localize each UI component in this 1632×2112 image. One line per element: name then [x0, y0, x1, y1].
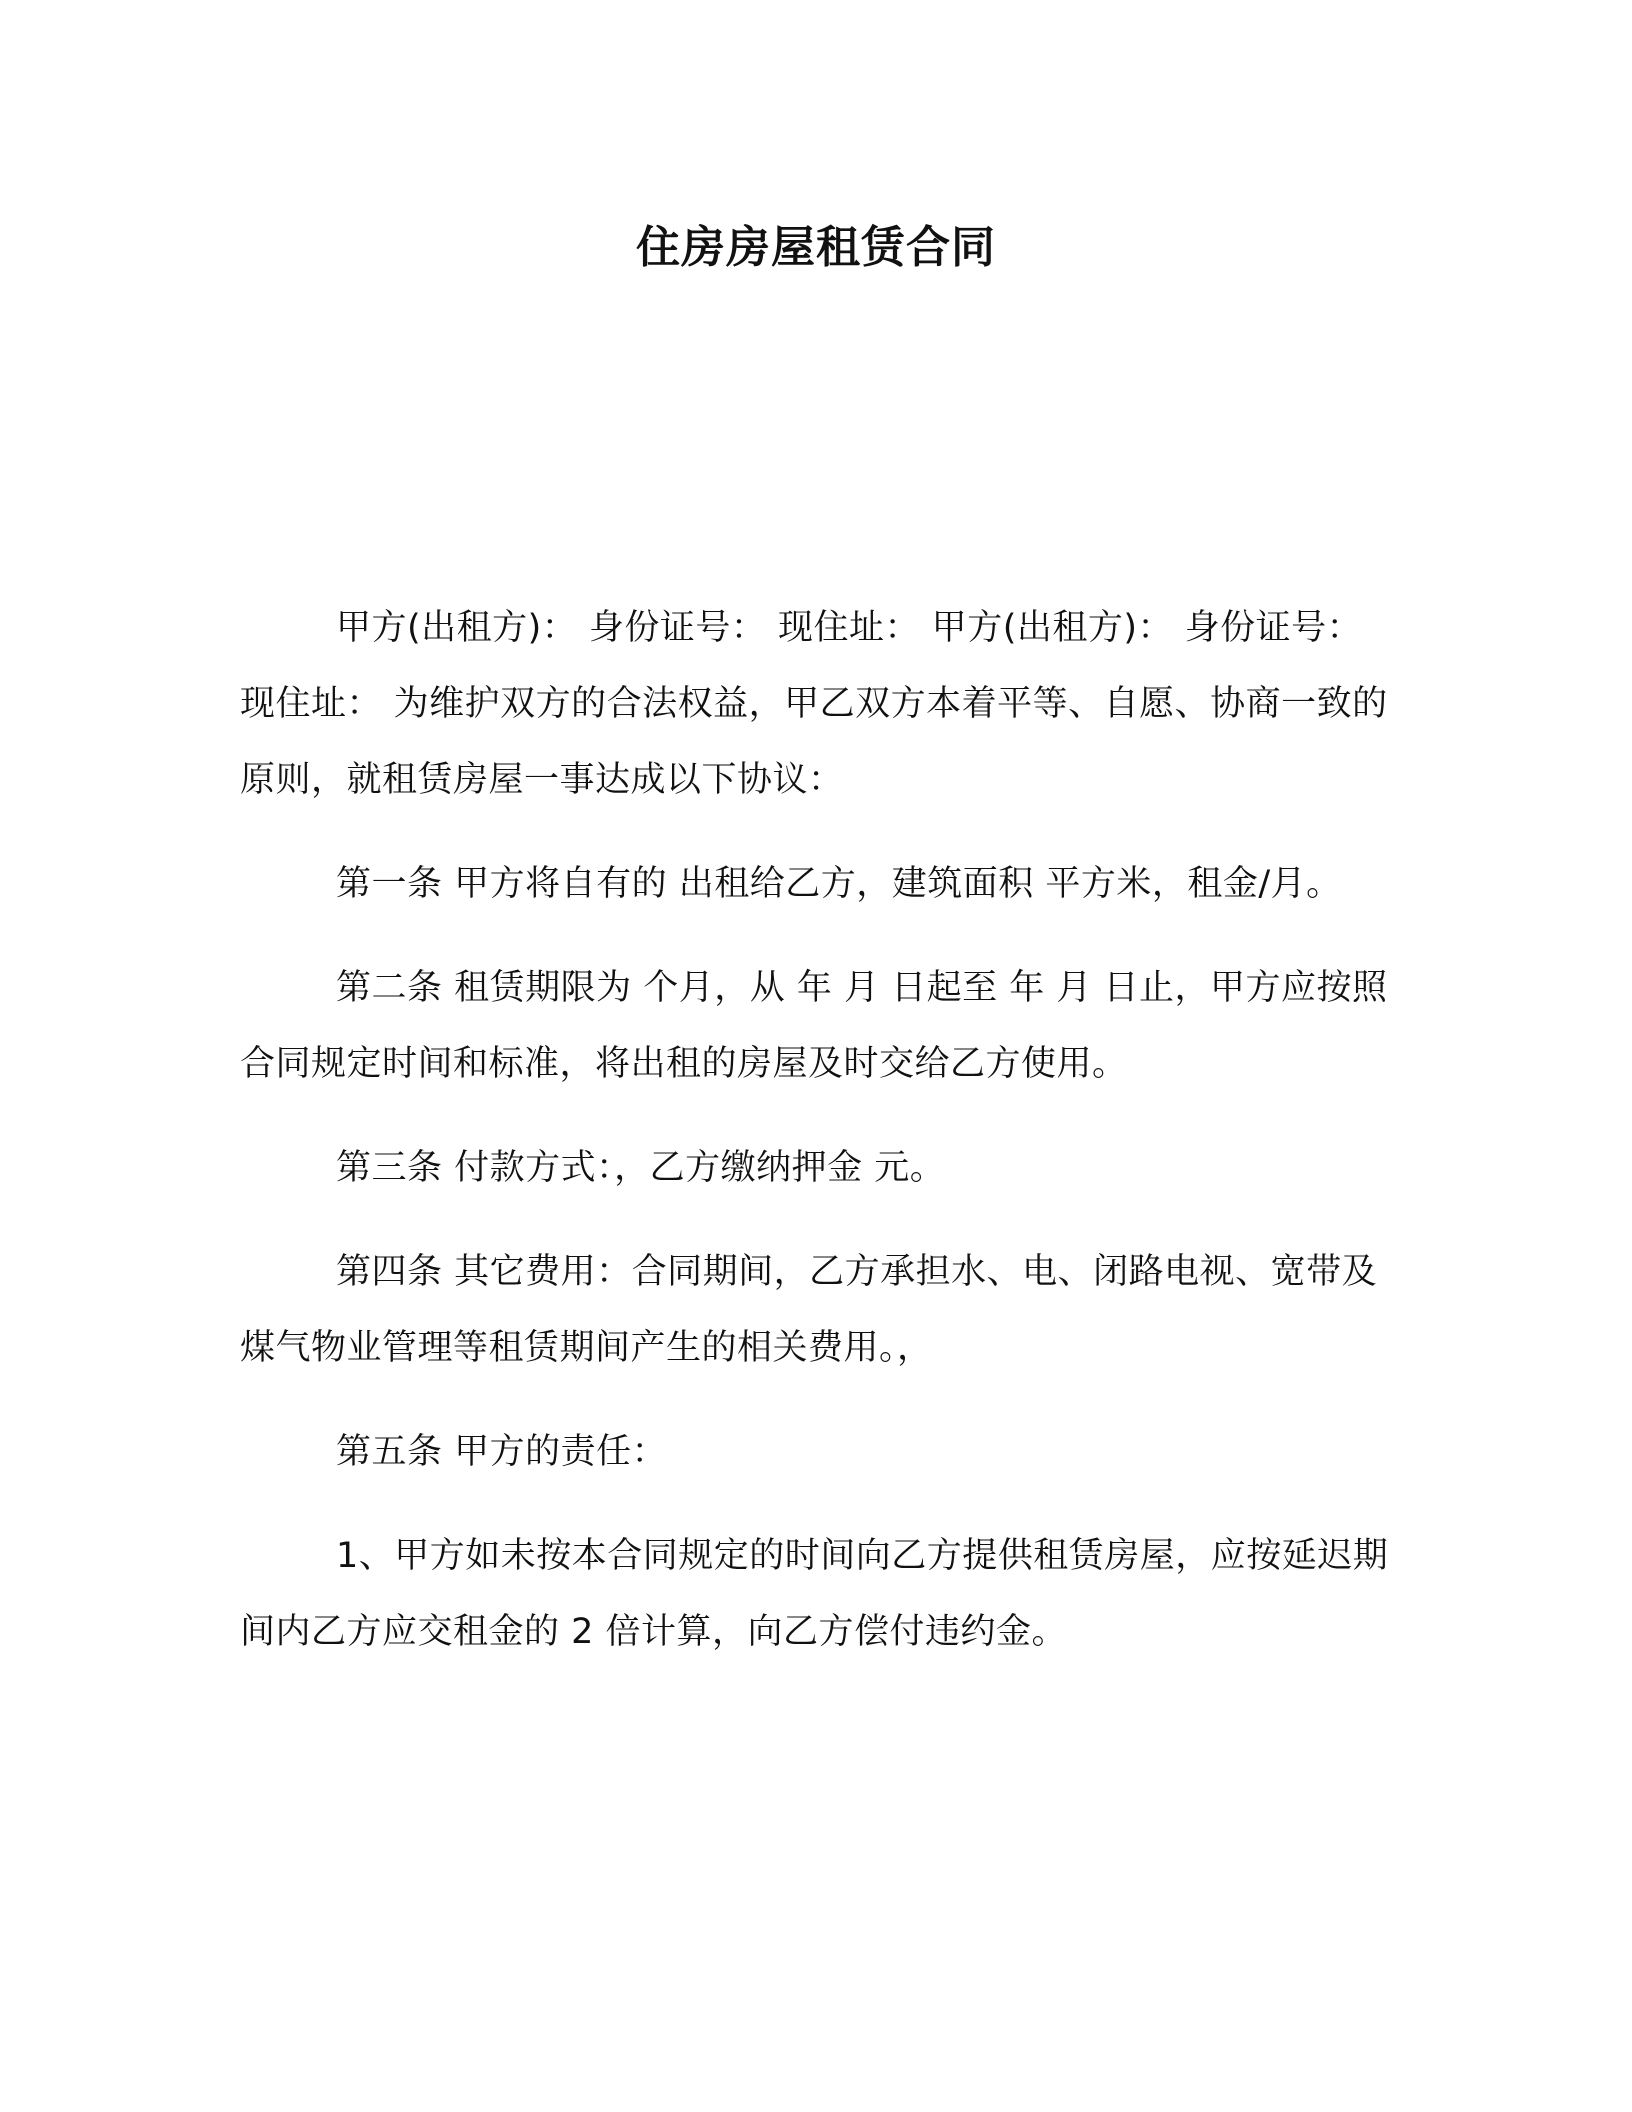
document-body [240, 590, 1390, 1698]
paragraph-article-5-item-1: 1、甲方如未按本合同规定的时间向乙方提供租赁房屋，应按延迟期间内乙方应交租金的 2 倍计算，向乙方偿付违约金。 [240, 1536, 1389, 1652]
paragraph-article-1: 第一条 甲方将自有的 出租给乙方，建筑面积 平方米，租金/月。 [336, 864, 1342, 904]
paragraph-article-3: 第三条 付款方式：，乙方缴纳押金 元。 [336, 1148, 946, 1188]
paragraph-article-2: 第二条 租赁期限为 个月，从 年 月 日起至 年 月 日止，甲方应按照合同规定时间和标准，将出租的房屋及时交给乙方使用。 [240, 968, 1388, 1084]
document-title: 住房房屋租赁合同 [636, 222, 996, 273]
paragraph-article-5: 第五条 甲方的责任： [336, 1432, 668, 1472]
paragraph-article-4: 第四条 其它费用：合同期间，乙方承担水、电、闭路电视、宽带及煤气物业管理等租赁期间产生的相关费用。， [240, 1252, 1378, 1368]
paragraph-parties: 甲方(出租方)： 身份证号： 现住址： 甲方(出租方)： 身份证号：现住址： 为维护双方的合法权益，甲乙双方本着平等、自愿、协商一致的原则，就租赁房屋一事达成以下协议： [240, 608, 1388, 800]
